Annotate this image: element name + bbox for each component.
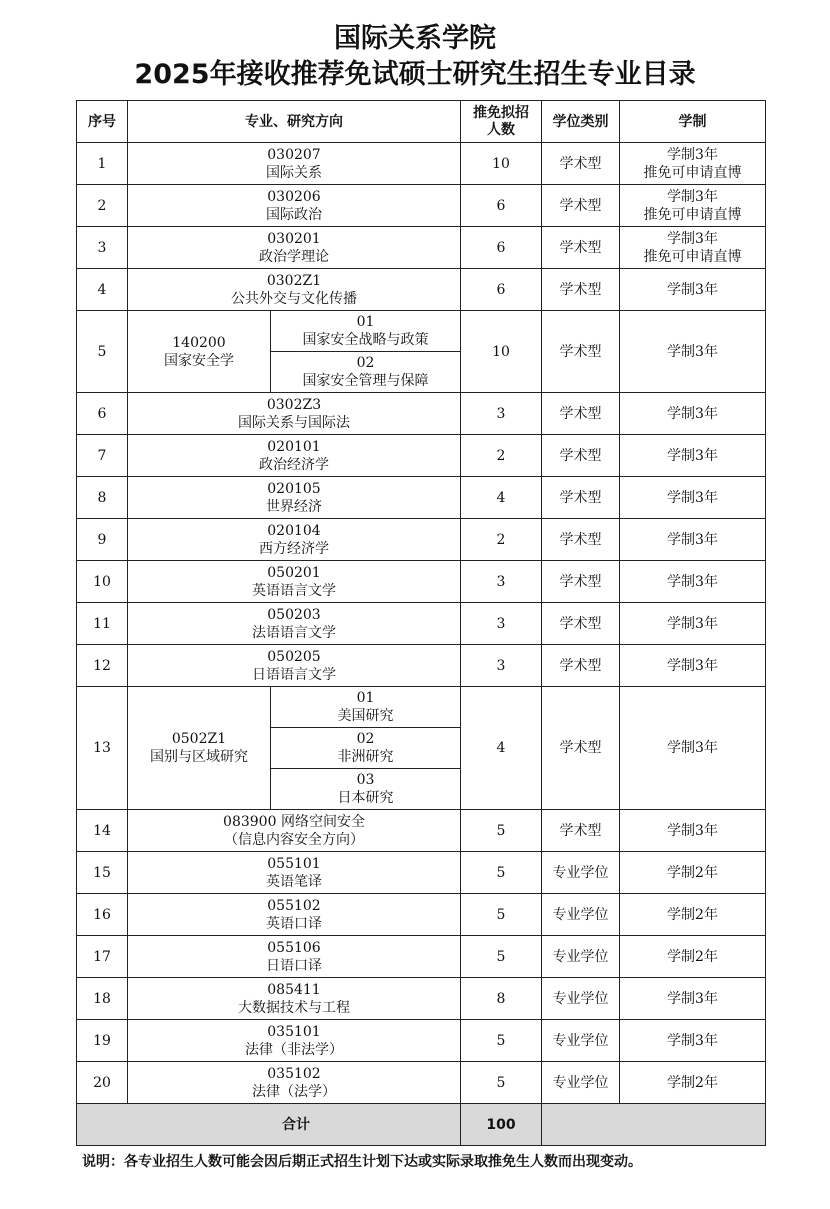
- quota-cell: 3: [461, 393, 542, 435]
- header-row: [77, 101, 766, 143]
- header-no: 序号: [77, 101, 128, 143]
- table-row: [77, 311, 766, 352]
- table-row: [77, 852, 766, 894]
- degree-cell: 学术型: [542, 519, 620, 561]
- direction-cell: 01 美国研究: [271, 687, 461, 728]
- direction-cell: 01 国家安全战略与政策: [271, 311, 461, 352]
- degree-cell: 专业学位: [542, 936, 620, 978]
- table-row: [77, 810, 766, 852]
- degree-cell: 学术型: [542, 269, 620, 311]
- major-cell: 030206 国际政治: [128, 185, 461, 227]
- row-number: 18: [77, 978, 128, 1020]
- quota-cell: 6: [461, 185, 542, 227]
- duration-cell: 学制3年 推免可申请直博: [620, 185, 766, 227]
- row-number: 6: [77, 393, 128, 435]
- major-cell: 0302Z1 公共外交与文化传播: [128, 269, 461, 311]
- table-row: [77, 645, 766, 687]
- table-row: [77, 1020, 766, 1062]
- table-row: [77, 519, 766, 561]
- degree-cell: 学术型: [542, 393, 620, 435]
- major-cell: 030201 政治学理论: [128, 227, 461, 269]
- duration-cell: 学制2年: [620, 894, 766, 936]
- duration-cell: 学制3年: [620, 477, 766, 519]
- degree-cell: 学术型: [542, 561, 620, 603]
- row-number: 7: [77, 435, 128, 477]
- quota-cell: 4: [461, 477, 542, 519]
- table-row: [77, 393, 766, 435]
- degree-cell: 学术型: [542, 603, 620, 645]
- row-number: 14: [77, 810, 128, 852]
- major-cell: 0302Z3 国际关系与国际法: [128, 393, 461, 435]
- quota-cell: 5: [461, 936, 542, 978]
- degree-cell: 专业学位: [542, 978, 620, 1020]
- quota-cell: 5: [461, 1020, 542, 1062]
- major-cell: 0502Z1 国别与区域研究: [128, 687, 271, 810]
- row-number: 2: [77, 185, 128, 227]
- row-number: 3: [77, 227, 128, 269]
- quota-cell: 3: [461, 561, 542, 603]
- row-number: 13: [77, 687, 128, 810]
- degree-cell: 学术型: [542, 143, 620, 185]
- degree-cell: 专业学位: [542, 852, 620, 894]
- header-degree: 学位类别: [542, 101, 620, 143]
- quota-cell: 6: [461, 227, 542, 269]
- major-cell: 140200 国家安全学: [128, 311, 271, 393]
- degree-cell: 学术型: [542, 645, 620, 687]
- duration-cell: 学制2年: [620, 936, 766, 978]
- table-row: [77, 435, 766, 477]
- header-quota: 推免拟招 人数: [461, 101, 542, 143]
- header-duration: 学制: [620, 101, 766, 143]
- table-row: [77, 936, 766, 978]
- table-row: [77, 227, 766, 269]
- duration-cell: 学制2年: [620, 1062, 766, 1104]
- duration-cell: 学制3年: [620, 311, 766, 393]
- duration-cell: 学制3年 推免可申请直博: [620, 143, 766, 185]
- major-cell: 050201 英语语言文学: [128, 561, 461, 603]
- degree-cell: 学术型: [542, 477, 620, 519]
- duration-cell: 学制3年: [620, 393, 766, 435]
- degree-cell: 专业学位: [542, 1062, 620, 1104]
- degree-cell: 学术型: [542, 687, 620, 810]
- major-cell: 085411 大数据技术与工程: [128, 978, 461, 1020]
- degree-cell: 学术型: [542, 185, 620, 227]
- major-cell: 055106 日语口译: [128, 936, 461, 978]
- row-number: 8: [77, 477, 128, 519]
- row-number: 15: [77, 852, 128, 894]
- row-number: 10: [77, 561, 128, 603]
- major-catalog-table: [76, 100, 766, 1146]
- quota-cell: 2: [461, 435, 542, 477]
- degree-cell: 学术型: [542, 435, 620, 477]
- total-blank: [542, 1104, 766, 1146]
- quota-cell: 5: [461, 1062, 542, 1104]
- row-number: 17: [77, 936, 128, 978]
- table-row: [77, 143, 766, 185]
- quota-cell: 3: [461, 645, 542, 687]
- table-row: [77, 185, 766, 227]
- row-number: 4: [77, 269, 128, 311]
- quota-cell: 4: [461, 687, 542, 810]
- degree-cell: 专业学位: [542, 894, 620, 936]
- total-value: 100: [461, 1104, 542, 1146]
- table-row: [77, 687, 766, 728]
- duration-cell: 学制3年: [620, 687, 766, 810]
- row-number: 19: [77, 1020, 128, 1062]
- major-cell: 035101 法律（非法学）: [128, 1020, 461, 1062]
- quota-cell: 6: [461, 269, 542, 311]
- duration-cell: 学制3年: [620, 645, 766, 687]
- major-cell: 030207 国际关系: [128, 143, 461, 185]
- duration-cell: 学制2年: [620, 852, 766, 894]
- row-number: 20: [77, 1062, 128, 1104]
- duration-cell: 学制3年 推免可申请直博: [620, 227, 766, 269]
- duration-cell: 学制3年: [620, 561, 766, 603]
- table-row: [77, 603, 766, 645]
- major-cell: 020105 世界经济: [128, 477, 461, 519]
- duration-cell: 学制3年: [620, 603, 766, 645]
- row-number: 9: [77, 519, 128, 561]
- quota-cell: 5: [461, 852, 542, 894]
- row-number: 1: [77, 143, 128, 185]
- direction-cell: 02 非洲研究: [271, 728, 461, 769]
- quota-cell: 2: [461, 519, 542, 561]
- table-row: [77, 269, 766, 311]
- duration-cell: 学制3年: [620, 435, 766, 477]
- major-cell: 050203 法语语言文学: [128, 603, 461, 645]
- page-subtitle: 2025年接收推荐免试硕士研究生招生专业目录: [134, 59, 696, 90]
- page-title: 国际关系学院: [334, 23, 496, 54]
- duration-cell: 学制3年: [620, 1020, 766, 1062]
- row-number: 16: [77, 894, 128, 936]
- degree-cell: 学术型: [542, 227, 620, 269]
- row-number: 12: [77, 645, 128, 687]
- major-cell: 020101 政治经济学: [128, 435, 461, 477]
- quota-cell: 8: [461, 978, 542, 1020]
- row-number: 11: [77, 603, 128, 645]
- total-label: 合计: [77, 1104, 461, 1146]
- direction-cell: 02 国家安全管理与保障: [271, 352, 461, 393]
- degree-cell: 学术型: [542, 810, 620, 852]
- table-row: [77, 477, 766, 519]
- major-cell: 050205 日语语言文学: [128, 645, 461, 687]
- major-cell: 035102 法律（法学）: [128, 1062, 461, 1104]
- quota-cell: 3: [461, 603, 542, 645]
- quota-cell: 5: [461, 894, 542, 936]
- degree-cell: 专业学位: [542, 1020, 620, 1062]
- direction-cell: 03 日本研究: [271, 769, 461, 810]
- quota-cell: 10: [461, 143, 542, 185]
- duration-cell: 学制3年: [620, 519, 766, 561]
- major-cell: 020104 西方经济学: [128, 519, 461, 561]
- table-row: [77, 561, 766, 603]
- quota-cell: 10: [461, 311, 542, 393]
- duration-cell: 学制3年: [620, 978, 766, 1020]
- major-cell: 083900 网络空间安全 （信息内容安全方向）: [128, 810, 461, 852]
- major-cell: 055101 英语笔译: [128, 852, 461, 894]
- header-major: 专业、研究方向: [128, 101, 461, 143]
- degree-cell: 学术型: [542, 311, 620, 393]
- row-number: 5: [77, 311, 128, 393]
- duration-cell: 学制3年: [620, 269, 766, 311]
- duration-cell: 学制3年: [620, 810, 766, 852]
- table-row: [77, 978, 766, 1020]
- major-cell: 055102 英语口译: [128, 894, 461, 936]
- table-row: [77, 894, 766, 936]
- quota-cell: 5: [461, 810, 542, 852]
- footnote: 说明：各专业招生人数可能会因后期正式招生计划下达或实际录取推免生人数而出现变动。: [82, 1154, 642, 1170]
- table-row: [77, 1062, 766, 1104]
- total-row: [77, 1104, 766, 1146]
